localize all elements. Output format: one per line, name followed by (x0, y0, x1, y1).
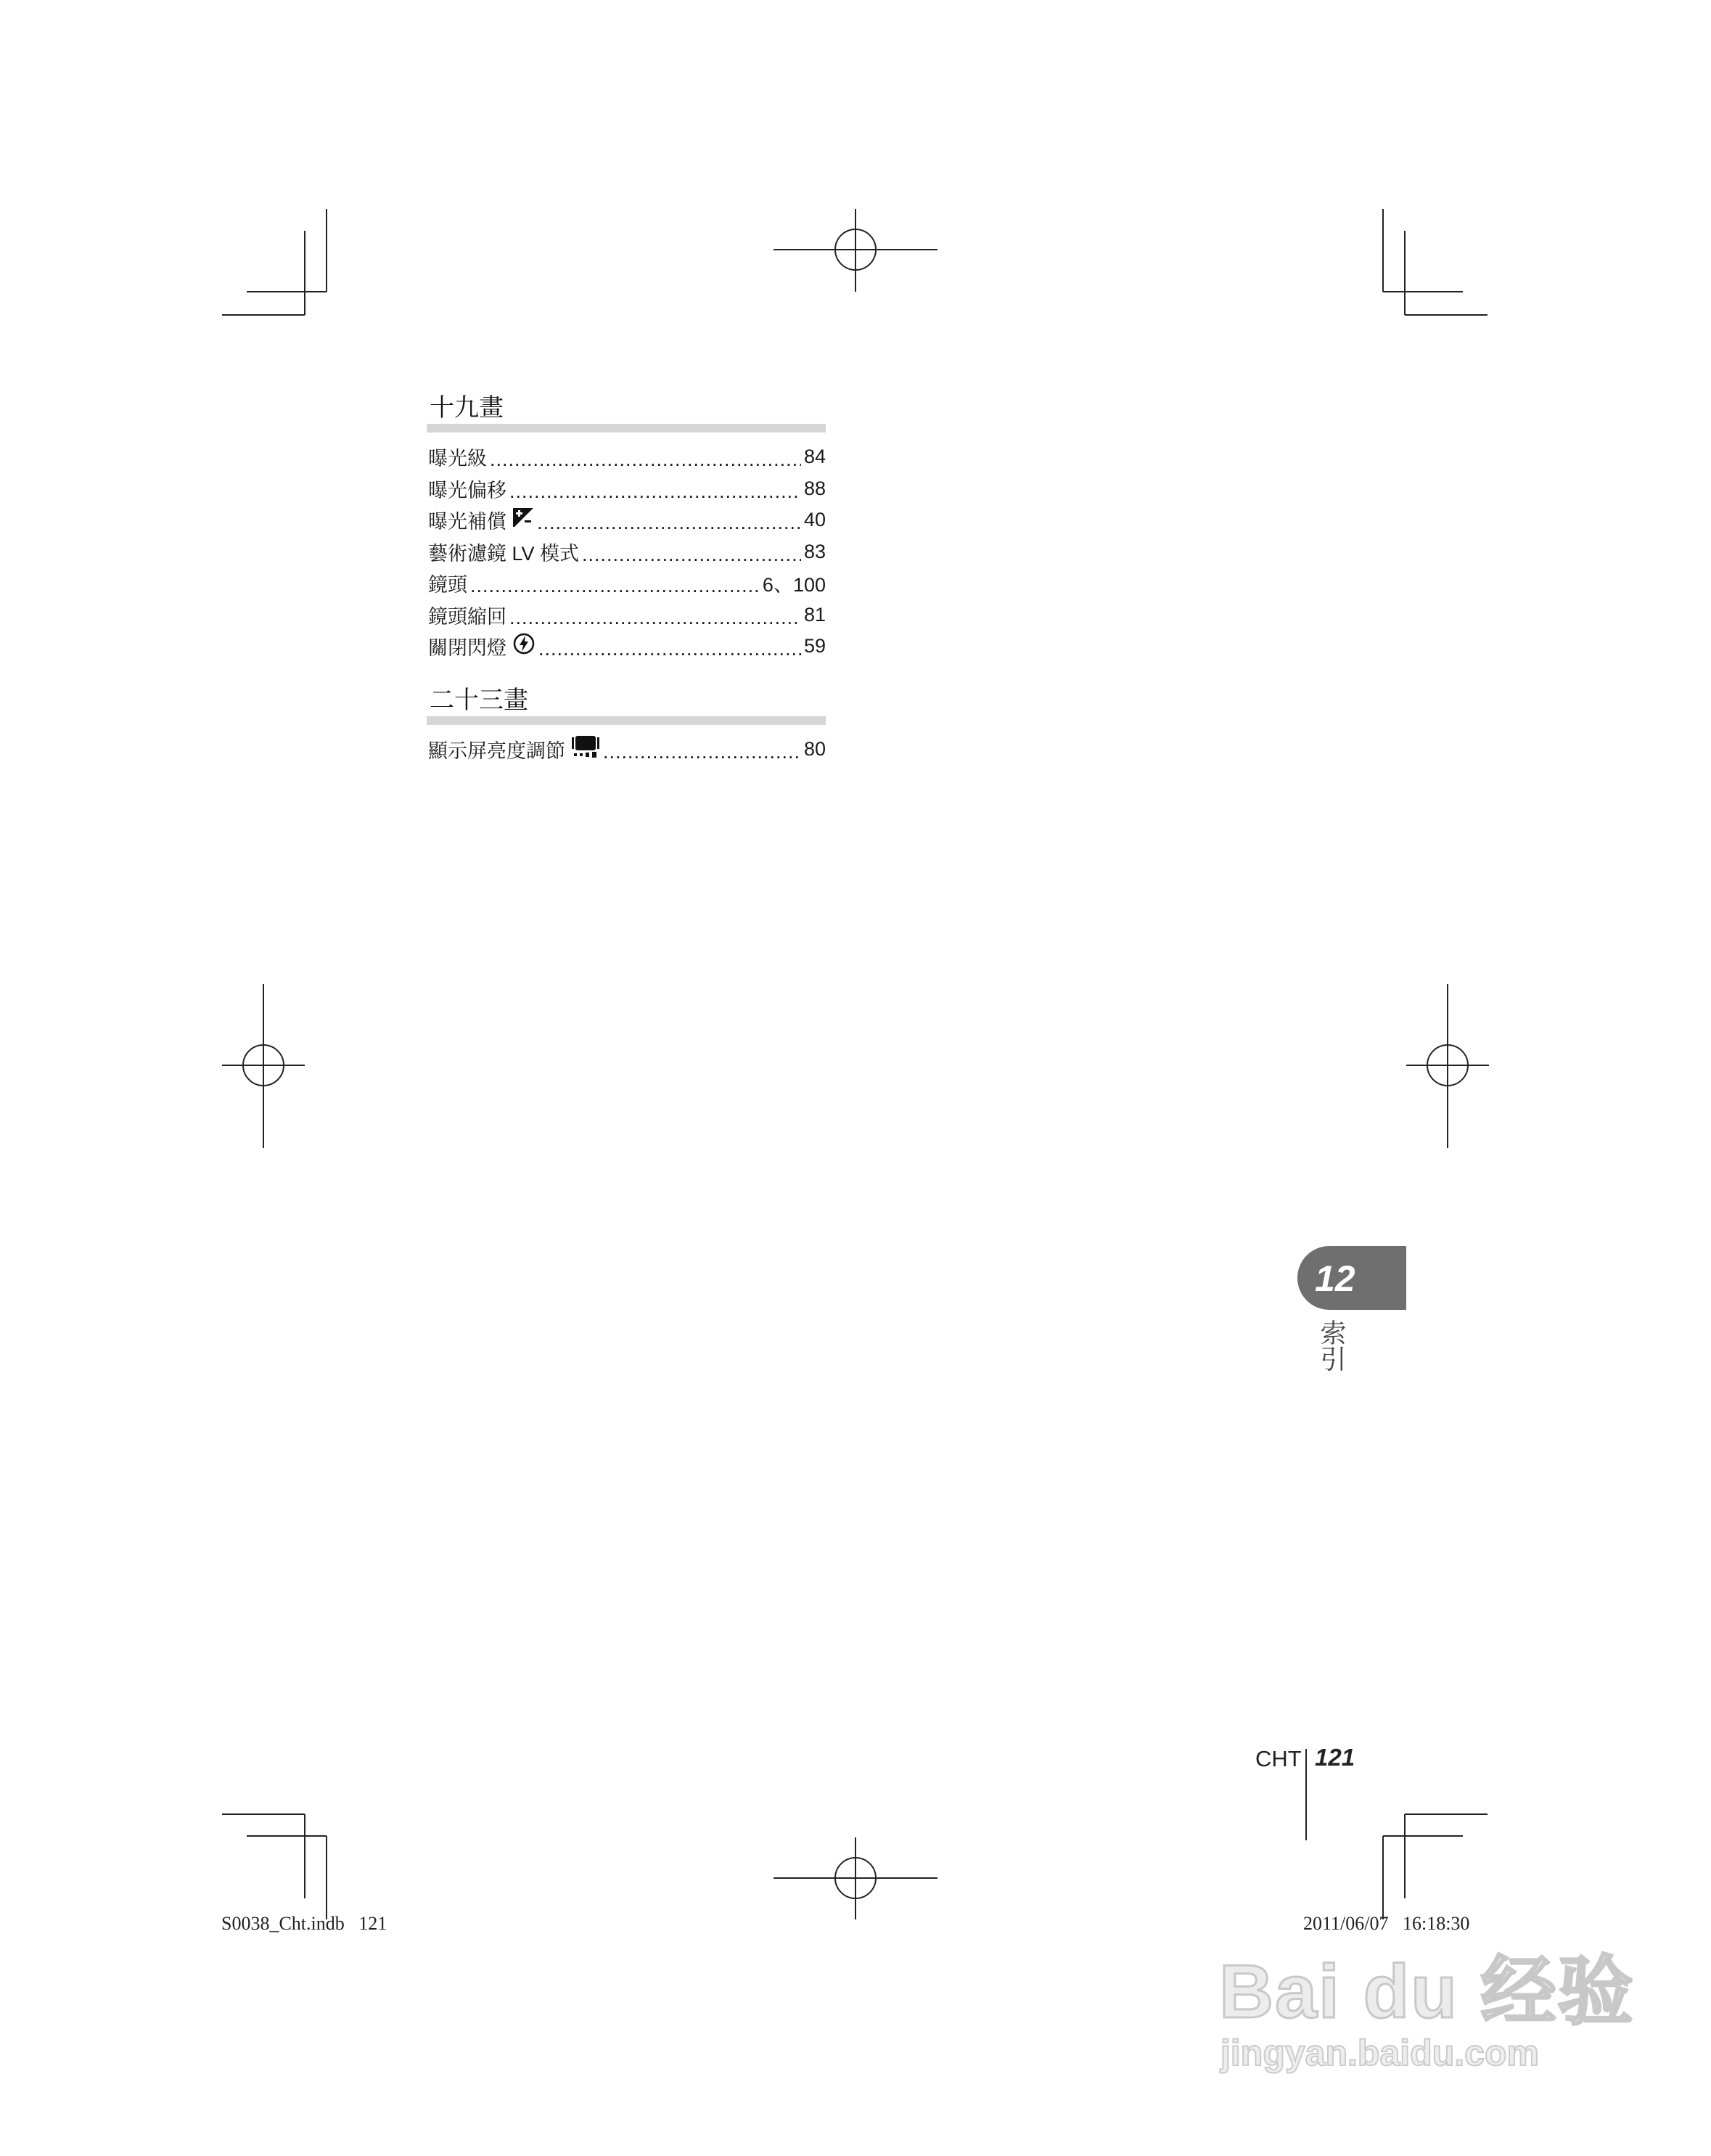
index-term (427, 538, 579, 566)
dot-leader (538, 638, 801, 660)
section-heading: 二十三畫 (427, 684, 826, 725)
watermark-brand: Bai du 经验 (1219, 1950, 1635, 2034)
language-code: CHT (1255, 1746, 1302, 1771)
dot-leader (470, 575, 760, 597)
index-entry (427, 441, 826, 473)
print-slug-file: S0038_Cht.indb 121 (221, 1913, 387, 1934)
index-page-ref: 81 (803, 603, 826, 626)
index-entry (427, 734, 826, 766)
page-number: 121 (1315, 1744, 1355, 1771)
index-entry (427, 473, 826, 505)
index-entry (427, 599, 826, 631)
index-page-ref: 40 (803, 509, 826, 531)
watermark-url: jingyan.baidu.com (1220, 2033, 1539, 2073)
index-page-ref: 80 (803, 737, 826, 760)
index-term (427, 475, 506, 503)
index-term (427, 601, 506, 629)
index-section (427, 392, 826, 663)
index-term-text: 顯示屏亮度調節 (428, 739, 565, 762)
exposure-compensation-icon (512, 507, 534, 533)
index-page-ref: 88 (803, 477, 826, 499)
index-term (427, 506, 534, 534)
index-term (427, 734, 600, 764)
chapter-label: 索引 (1317, 1319, 1347, 1372)
index-term (427, 632, 536, 660)
index-term-text: 鏡頭縮回 (428, 605, 506, 628)
monitor-brightness-icon (571, 734, 600, 764)
print-slug-timestamp: 2011/06/07 16:18:30 (1303, 1913, 1470, 1934)
dot-leader (490, 448, 801, 471)
index-term-text: 曝光級 (428, 448, 487, 470)
index-page-ref: 83 (803, 540, 826, 562)
index-section (427, 684, 826, 766)
index-list (427, 392, 826, 787)
index-entry (427, 567, 826, 599)
index-entry (427, 504, 826, 536)
index-term (427, 443, 487, 471)
chapter-tab (1297, 1246, 1406, 1310)
dot-leader (509, 607, 801, 629)
index-entry (427, 631, 826, 663)
index-term-text: 曝光偏移 (428, 479, 506, 501)
index-term-text: 鏡頭 (428, 574, 467, 597)
index-term (427, 569, 467, 597)
chapter-number: 12 (1315, 1258, 1355, 1299)
dot-leader (537, 512, 801, 534)
section-heading: 十九畫 (427, 392, 826, 433)
index-entry (427, 536, 826, 568)
index-term-text: 曝光補償 (428, 511, 506, 533)
flash-off-icon (512, 632, 536, 660)
index-term-text: 藝術濾鏡 LV 模式 (428, 542, 580, 565)
index-page-ref: 6、100 (762, 574, 826, 597)
dot-leader (603, 741, 801, 763)
index-term-text: 關閉閃燈 (428, 637, 506, 660)
dot-leader (582, 544, 801, 566)
index-page-ref: 59 (803, 635, 826, 657)
dot-leader (509, 480, 801, 503)
index-page-ref: 84 (803, 446, 826, 468)
